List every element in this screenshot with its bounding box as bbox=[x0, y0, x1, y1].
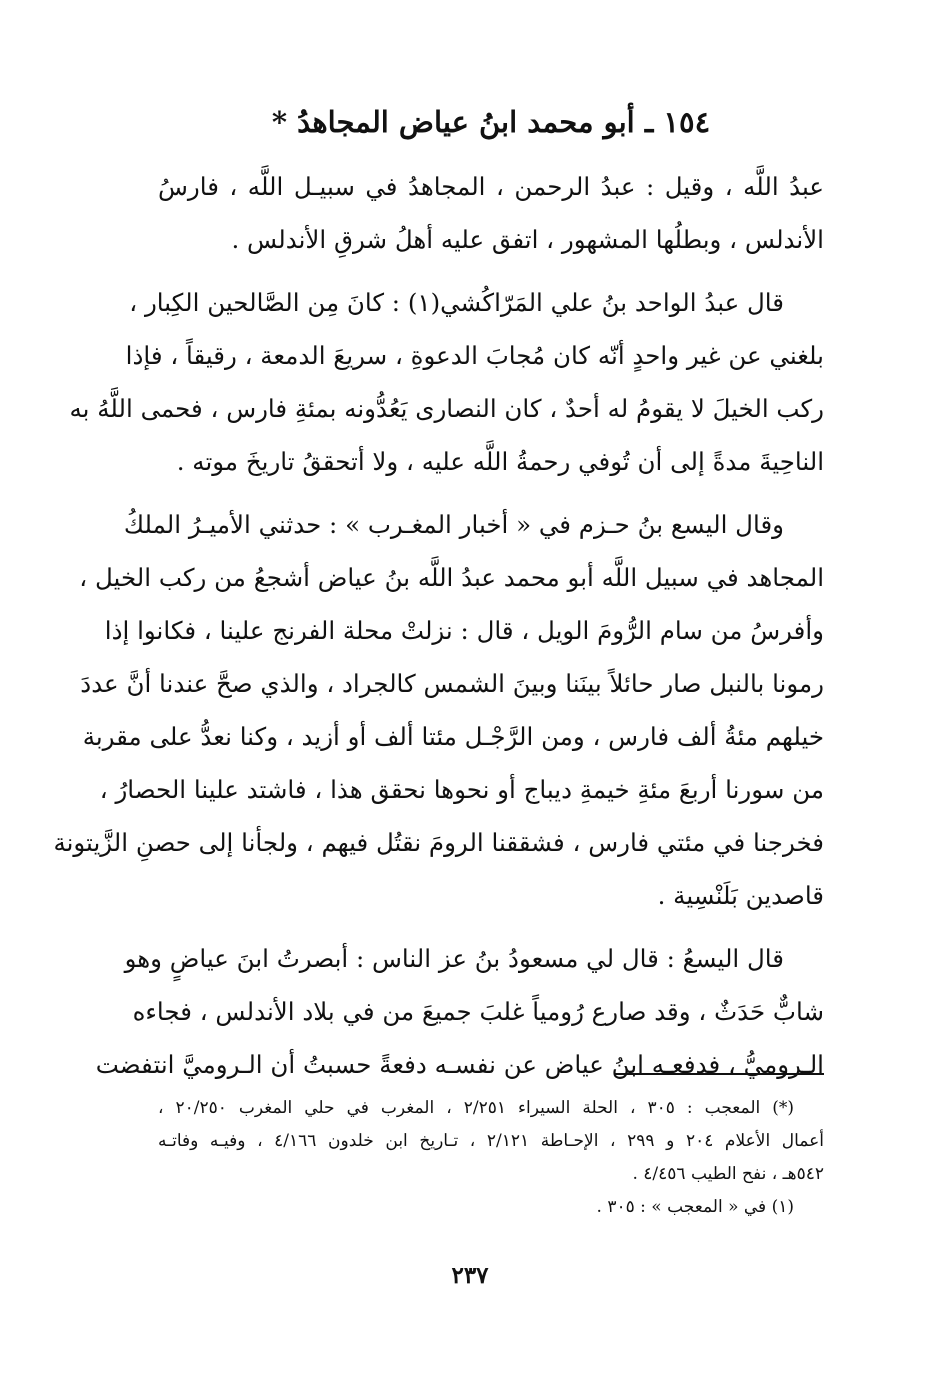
text-line: عبدُ اللَّه ، وقيل : عبدُ الرحمن ، المجاهدُ في سبيـل اللَّه ، فارسُ bbox=[158, 172, 824, 201]
text-line: الأندلس ، وبطلُها المشهور ، اتفق عليه أهلُ شرقِ الأندلس . bbox=[231, 225, 824, 254]
text-line: وقال اليسع بنُ حـزم في « أخبار المغـرب » : حدثني الأميـرُ الملكُ bbox=[123, 510, 784, 539]
paragraph-gap bbox=[158, 266, 824, 276]
footnote-line: أعمال الأعلام ٢٠٤ و ٢٩٩ ، الإحـاطة ٢/١٢١ ، تـاريخ ابن خلدون ٤/١٦٦ ، وفيـه وفاتـه bbox=[158, 1131, 824, 1151]
text-line: فخرجنا في مئتي فارس ، فشققنا الرومَ نقتُل فيهم ، ولجأنا إلى حصنِ الزَّيتونة bbox=[53, 828, 824, 857]
paragraph-3 bbox=[53, 498, 824, 922]
text-line: الناحِيةَ مدةً إلى أن تُوفي رحمةُ اللَّه عليه ، ولا أتحققُ تاريخَ موته . bbox=[176, 447, 824, 476]
footnote-line: ٥٤٢هـ ، نفح الطيب ٤/٤٥٦ . bbox=[632, 1164, 824, 1184]
text-line: بلغني عن غير واحدٍ أنّه كان مُجابَ الدعوةِ ، سريعَ الدمعة ، رقيقاً ، فإذا bbox=[125, 341, 824, 370]
text-line: من سورنا أربعَ مئةِ خيمةِ ديباج أو نحوها نحقق هذا ، فاشتد علينا الحصارُ ، bbox=[99, 775, 824, 804]
paragraph-1 bbox=[158, 160, 824, 266]
footnote-line: (١) في « المعجب » : ٣٠٥ . bbox=[596, 1197, 794, 1217]
text-line: رمونا بالنبل صار حائلاً بينَنا وبينَ الشمس كالجراد ، والذي صحَّ عندنا أنَّ عددَ bbox=[80, 669, 824, 698]
text-line: المجاهد في سبيل اللَّه أبو محمد عبدُ اللَّه بنُ عياض أشجعُ من ركب الخيل ، bbox=[79, 563, 824, 592]
paragraph-4 bbox=[95, 932, 824, 1091]
paragraph-2 bbox=[69, 276, 824, 488]
text-line: قال عبدُ الواحد بنُ علي المَرّاكُشي(١) : كانَ مِن الصَّالحين الكِبار ، bbox=[129, 288, 784, 317]
text-line: وأفرسُ من سام الرُّومَ الويل ، قال : نزلتْ محلة الفرنج علينا ، فكانوا إذا bbox=[104, 616, 824, 645]
entry-heading: ١٥٤ ـ أبو محمد ابنُ عياض المجاهدُ * bbox=[271, 105, 711, 139]
paragraph-gap bbox=[158, 488, 824, 498]
text-line: قال اليسعُ : قال لي مسعودُ بنُ عز الناس : أبصرتُ ابنَ عياضٍ وهو bbox=[124, 944, 784, 973]
footnote-line: (*) المعجب : ٣٠٥ ، الحلة السيراء ٢/٢٥١ ، المغرب في حلي المغرب ٢٠/٢٥٠ ، bbox=[158, 1098, 795, 1118]
footnotes bbox=[158, 1092, 824, 1224]
paragraph-gap bbox=[158, 922, 824, 932]
text-line: ركب الخيلَ لا يقومُ له أحدٌ ، كان النصارى يَعُدُّونه بمئةِ فارس ، فحمى اللَّهُ به bbox=[69, 394, 824, 423]
text-line: الـروميُّ ، فدفعـه ابنُ عياض عن نفسـه دفعةً حسبتُ أن الـروميَّ انتفضت bbox=[95, 1050, 824, 1079]
body-text bbox=[53, 160, 824, 1091]
footnote-separator bbox=[615, 1073, 824, 1075]
text-line: قاصدين بَلَنْسِية . bbox=[657, 881, 824, 910]
text-line: شابٌّ حَدَثٌ ، وقد صارع رُومياً غلبَ جميعَ من في بلاد الأندلس ، فجاءه bbox=[132, 997, 824, 1026]
text-line: خيلهم مئةُ ألف فارس ، ومن الرَّجْـل مئتا ألف أو أزيد ، وكنا نعدُّ على مقربة bbox=[82, 722, 824, 751]
page-number: ٢٣٧ bbox=[451, 1262, 489, 1289]
